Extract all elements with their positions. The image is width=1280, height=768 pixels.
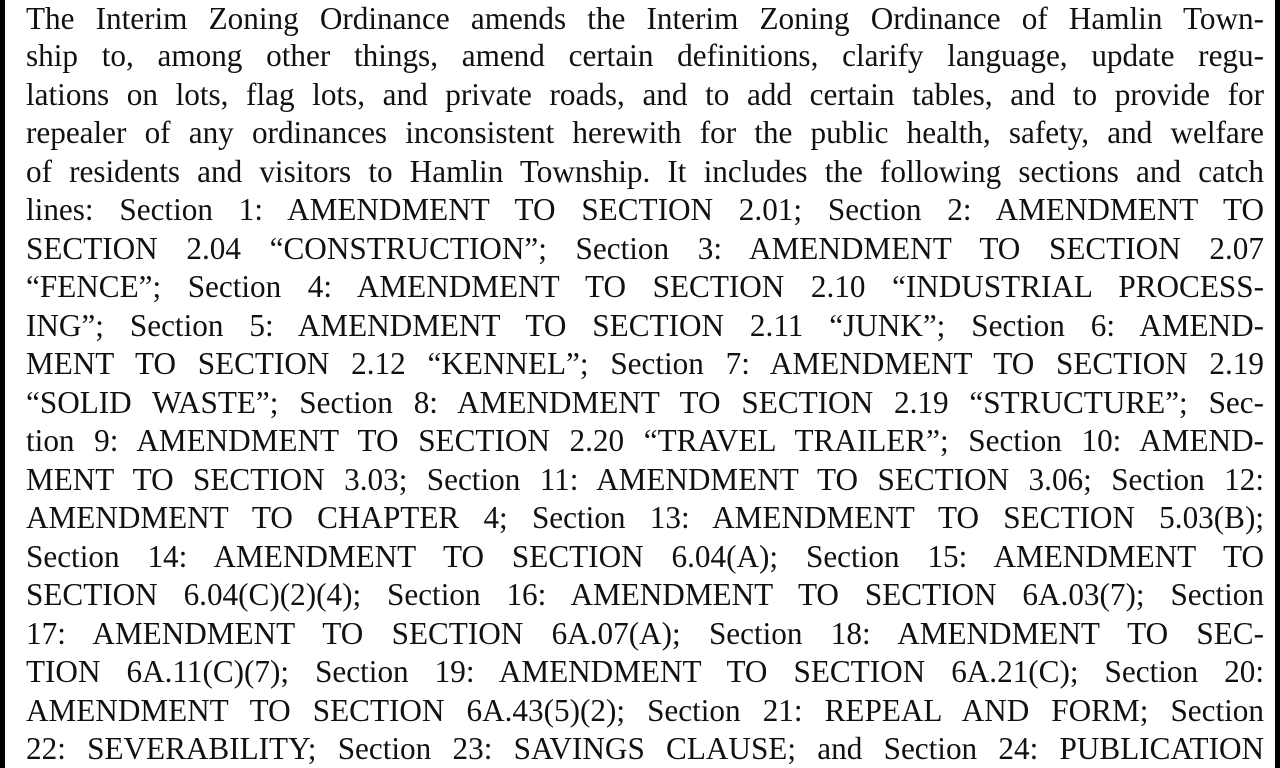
text-line: TION 6A.11(C)(7); Section 19: AMENDMENT TO SECTION 6A.21(C); Section 20: xyxy=(26,654,1264,689)
text-line: of residents and visitors to Hamlin Township. It includes the following sections and catch xyxy=(26,153,1264,189)
text-line: repealer of any ordinances inconsistent herewith for the public health, safety, and welfare xyxy=(26,115,1264,150)
text-line: lines: Section 1: AMENDMENT TO SECTION 2.01; Section 2: AMENDMENT TO xyxy=(26,192,1264,227)
text-line: ship to, among other things, amend certain definitions, clarify language, update regu- xyxy=(26,38,1264,73)
text-line: The Interim Zoning Ordinance amends the Interim Zoning Ordinance of Hamlin Town- xyxy=(26,1,1264,36)
text-line: 17: AMENDMENT TO SECTION 6A.07(A); Section 18: AMENDMENT TO SEC- xyxy=(26,615,1264,651)
text-line: SECTION 2.04 “CONSTRUCTION”; Section 3: AMENDMENT TO SECTION 2.07 xyxy=(26,230,1264,266)
text-line: AMENDMENT TO CHAPTER 4; Section 13: AMENDMENT TO SECTION 5.03(B); xyxy=(26,500,1264,535)
text-line: MENT TO SECTION 2.12 “KENNEL”; Section 7: AMENDMENT TO SECTION 2.19 xyxy=(26,346,1264,381)
text-line: “SOLID WASTE”; Section 8: AMENDMENT TO SECTION 2.19 “STRUCTURE”; Sec- xyxy=(26,384,1264,420)
text-line: “FENCE”; Section 4: AMENDMENT TO SECTION 2.10 “INDUSTRIAL PROCESS- xyxy=(26,269,1264,304)
text-line: SECTION 6.04(C)(2)(4); Section 16: AMENDMENT TO SECTION 6A.03(7); Section xyxy=(26,577,1264,612)
text-line: lations on lots, flag lots, and private roads, and to add certain tables, and to provide for xyxy=(26,76,1264,112)
text-line: MENT TO SECTION 3.03; Section 11: AMENDMENT TO SECTION 3.06; Section 12: xyxy=(26,461,1264,497)
ordinance-paragraph xyxy=(26,0,1264,768)
text-line: tion 9: AMENDMENT TO SECTION 2.20 “TRAVEL TRAILER”; Section 10: AMEND- xyxy=(26,423,1264,458)
text-line: Section 14: AMENDMENT TO SECTION 6.04(A); Section 15: AMENDMENT TO xyxy=(26,538,1264,574)
text-line: ING”; Section 5: AMENDMENT TO SECTION 2.11 “JUNK”; Section 6: AMEND- xyxy=(26,307,1264,343)
text-line: 22: SEVERABILITY; Section 23: SAVINGS CLAUSE; and Section 24: PUBLICATION xyxy=(26,731,1264,766)
text-line: AMENDMENT TO SECTION 6A.43(5)(2); Section 21: REPEAL AND FORM; Section xyxy=(26,692,1264,728)
